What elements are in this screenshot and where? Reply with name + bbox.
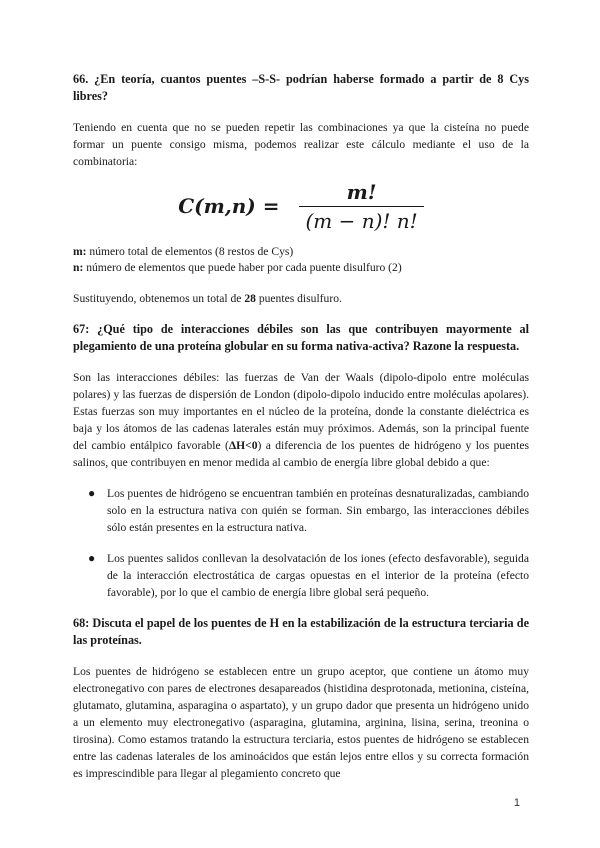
document-page bbox=[73, 71, 529, 782]
formula-denominator: (m − n)! n! bbox=[299, 206, 423, 233]
question-66-intro: Teniendo en cuenta que no se pueden repetir las combinaciones ya que la cisteína no puede formar un puente consigo misma, podemos realizar este cálculo mediante el uso de la combinatoria: bbox=[73, 121, 529, 168]
list-item bbox=[73, 550, 529, 601]
definition-n-label: n: bbox=[73, 261, 84, 274]
question-68-paragraph: Los puentes de hidrógeno se establecen entre un grupo aceptor, que contiene un átomo muy electronegativo con pares de electrones desapareados (histidina desprotonada, metionina, cisteína, glutamato, glutamina, asparagina o aspartato), y un grupo dador que presenta un hidrógeno unido a un elemento muy electronegativo (asparagina, glutamina, arginina, lisina, serina, treonina o tirosina). Como estamos tratando la estructura terciaria, estos puentes de hidrógeno se establecen entre las cadenas laterales de los aminoácidos que están lejos entre ellos y su correcta formación es imprescindible para llegar al plegamiento concreto que bbox=[73, 665, 529, 780]
page-number: 1 bbox=[513, 797, 520, 809]
q67-text-before: Son las interacciones débiles: las fuerzas de Van der Waals (dipolo-dipolo entre moléculas polares) y las fuerzas de dispersión de London (dipolo-dipolo inducido entre moléculas apolares). Estas fuerzas son muy importantes en el núcleo de la proteína, donde la constante dieléctrica es baja y los átomos de las cadenas laterales están muy próximos. Además, son la principal fuente del cambio entálpico favorable ( bbox=[73, 371, 529, 452]
bullet-text: Los puentes salidos conllevan la desolvatación de los iones (efecto desfavorable), seguida de la interacción electrostática de cargas opuestas en el interior de la proteína (efecto favorable), por lo que el cambio de energía libre global será pequeño. bbox=[107, 552, 529, 599]
list-item bbox=[73, 485, 529, 536]
result-text-before: Sustituyendo, obtenemos un total de bbox=[73, 292, 245, 305]
definition-m-label: m: bbox=[73, 245, 87, 258]
bullet-text: Los puentes de hidrógeno se encuentran también en proteínas desnaturalizadas, cambiando solo en la estructura nativa con quién se forman. Sin embargo, las interacciones débiles sólo están presentes en la estructura nativa. bbox=[107, 487, 529, 534]
bullet-list bbox=[73, 485, 529, 601]
q67-text-after: ) a diferencia de los puentes de hidrógeno y los puentes salinos, que contribuyen en menor medida al cambio de energía libre global debido a que: bbox=[73, 439, 529, 469]
formula-definitions bbox=[73, 244, 529, 276]
combination-formula bbox=[73, 176, 529, 236]
question-66-heading: 66. ¿En teoría, cuantos puentes –S-S- podrían haberse formado a partir de 8 Cys libres? bbox=[73, 72, 529, 103]
definition-n-text: número de elementos que puede haber por cada puente disulfuro (2) bbox=[83, 261, 402, 274]
question-68-heading: 68: Discuta el papel de los puentes de H en la estabilización de la estructura terciaria de las proteínas. bbox=[73, 616, 529, 647]
bullet-icon: ● bbox=[88, 551, 96, 565]
question-67-heading: 67: ¿Qué tipo de interacciones débiles son las que contribuyen mayormente al plegamiento de una proteína globular en su forma nativa-activa? Razone la respuesta. bbox=[73, 322, 529, 353]
definition-m-text: número total de elementos (8 restos de Cys) bbox=[86, 245, 294, 258]
result-value: 28 bbox=[244, 292, 256, 305]
definition-n bbox=[73, 260, 529, 276]
question-67-paragraph bbox=[73, 369, 529, 471]
question-66-result bbox=[73, 290, 529, 307]
result-text-after: puentes disulfuro. bbox=[255, 292, 342, 305]
bullet-icon: ● bbox=[88, 486, 96, 500]
formula-numerator: m! bbox=[346, 179, 377, 204]
definition-m bbox=[73, 244, 529, 260]
formula-fraction bbox=[299, 180, 423, 233]
delta-h-expression: ΔH<0 bbox=[228, 439, 258, 452]
formula-lhs: C(m,n) = bbox=[178, 194, 280, 218]
